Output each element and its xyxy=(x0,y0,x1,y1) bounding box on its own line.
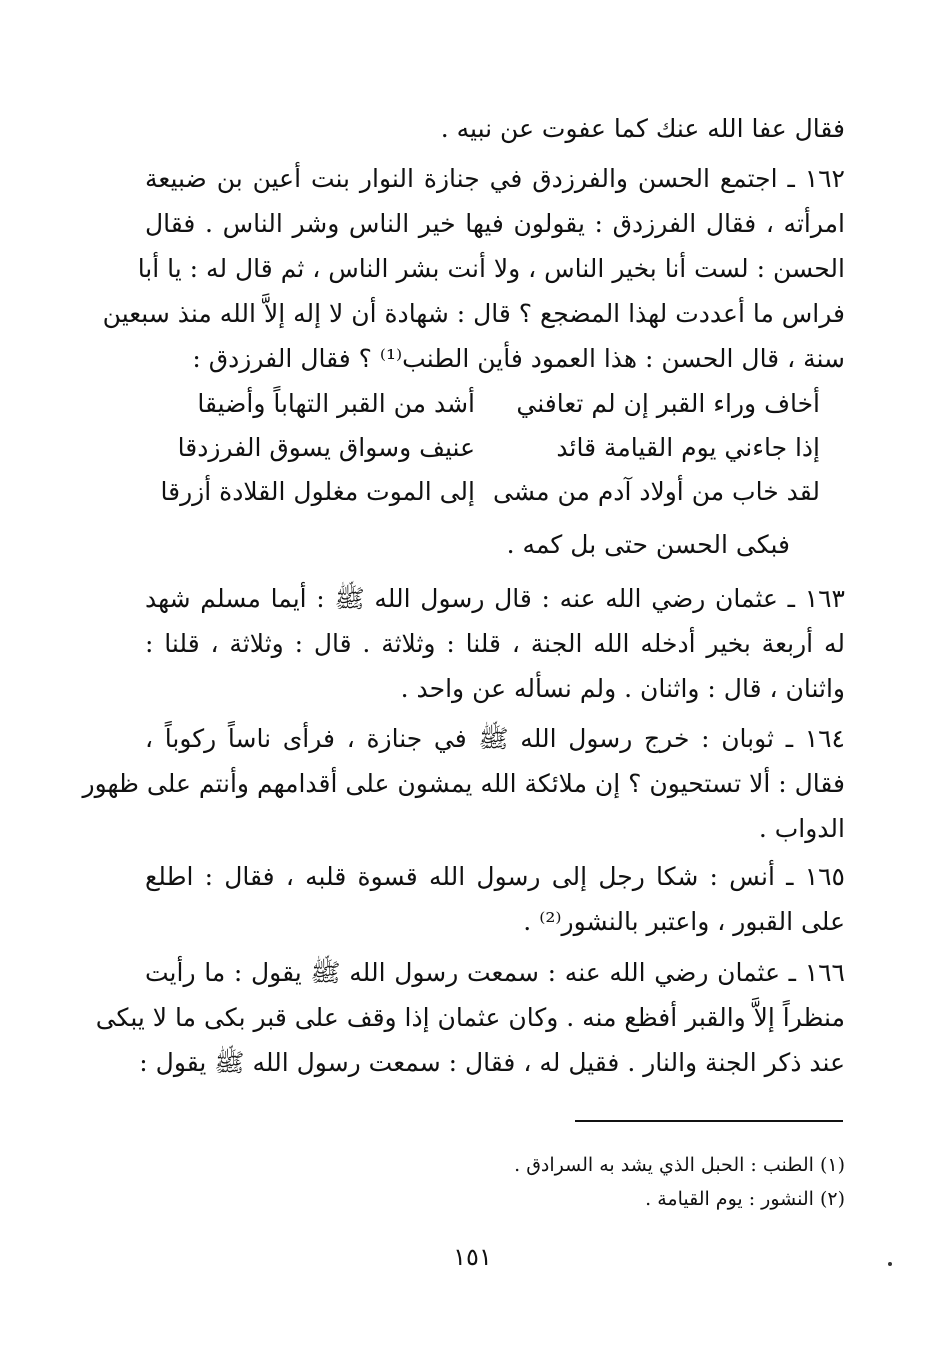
poem-verse xyxy=(170,426,820,470)
entry-164 xyxy=(82,716,845,851)
verse-second-half: أشد من القبر التهاباً وأضيقا xyxy=(197,389,475,418)
poem-verse xyxy=(160,470,820,514)
page-number: ١٥١ xyxy=(453,1243,492,1271)
text-line: ١٦٥ ـ أنس : شكا رجل إلى رسول الله قسوة قلبه ، فقال : اطلع xyxy=(145,862,845,891)
text-line: فراس ما أعددت لهذا المضجع ؟ قال : شهادة أن لا إله إلاَّ الله منذ سبعين xyxy=(102,299,845,328)
footnote: (١) الطنب : الحبل الذي يشد به السرادق . xyxy=(514,1154,845,1176)
text-line: فبكى الحسن حتى بل كمه . xyxy=(506,530,790,559)
text-line: على القبور ، واعتبر بالنشور⁽²⁾ . xyxy=(523,907,845,936)
poem-verse xyxy=(170,382,820,426)
text-line: عند ذكر الجنة والنار . فقيل له ، فقال : سمعت رسول الله ﷺ يقول : xyxy=(139,1048,845,1077)
text-line: منظراً إلاَّ والقبر أفظع منه . وكان عثمان إذا وقف على قبر بكى ما لا يبكى xyxy=(95,1003,845,1032)
text-line: له أربعة بخير أدخله الله الجنة ، قلنا : وثلاثة . قال : وثلاثة ، قلنا : xyxy=(145,629,845,658)
text-line: امرأته ، فقال الفرزدق : يقولون فيها خير الناس وشر الناس . فقال xyxy=(145,209,845,238)
text-line: ١٦٢ ـ اجتمع الحسن والفرزدق في جنازة النوار بنت أعين بن ضبيعة xyxy=(145,164,845,193)
text-line: ١٦٣ ـ عثمان رضي الله عنه : قال رسول الله ﷺ : أيما مسلم شهد xyxy=(145,584,845,613)
verse-second-half: إلى الموت مغلول القلادة أزرقا xyxy=(160,477,475,506)
entry-165 xyxy=(145,854,845,944)
entry-166 xyxy=(95,950,845,1085)
text-line: الدواب . xyxy=(758,814,845,843)
text-line: ١٦٦ ـ عثمان رضي الله عنه : سمعت رسول الله ﷺ يقول : ما رأيت xyxy=(145,958,845,987)
verse-first-half: أخاف وراء القبر إن لم تعافني xyxy=(516,389,820,418)
verse-first-half: لقد خاب من أولاد آدم من مشى xyxy=(492,477,820,506)
text-line: فقال : ألا تستحيون ؟ إن ملائكة الله يمشون على أقدامهم وأنتم على ظهور xyxy=(82,769,845,798)
text-line: ١٦٤ ـ ثوبان : خرج رسول الله ﷺ في جنازة ، فرأى ناساً ركوباً ، xyxy=(145,724,845,753)
text-line: فقال عفا الله عنك كما عفوت عن نبيه . xyxy=(440,114,845,143)
after-poem xyxy=(190,522,790,567)
text-line: الحسن : لست أنا بخير الناس ، ولا أنت بشر الناس ، ثم قال له : يا أبا xyxy=(137,254,845,283)
text-line: سنة ، قال الحسن : هذا العمود فأين الطنب⁽¹⁾ ؟ فقال الفرزدق : xyxy=(192,344,845,373)
footnote-separator xyxy=(575,1120,843,1122)
verse-second-half: عنيف وسواق يسوق الفرزدقا xyxy=(177,433,475,462)
text-line: واثنان ، قال : واثنان . ولم نسأله عن واحد . xyxy=(400,674,845,703)
entry-163 xyxy=(145,576,845,711)
poem xyxy=(160,382,820,514)
scan-speck xyxy=(888,1262,892,1266)
verse-first-half: إذا جاءني يوم القيامة قائد xyxy=(556,433,820,462)
top-line xyxy=(145,106,845,151)
entry-162 xyxy=(102,156,845,381)
footnote: (٢) النشور : يوم القيامة . xyxy=(645,1188,845,1210)
